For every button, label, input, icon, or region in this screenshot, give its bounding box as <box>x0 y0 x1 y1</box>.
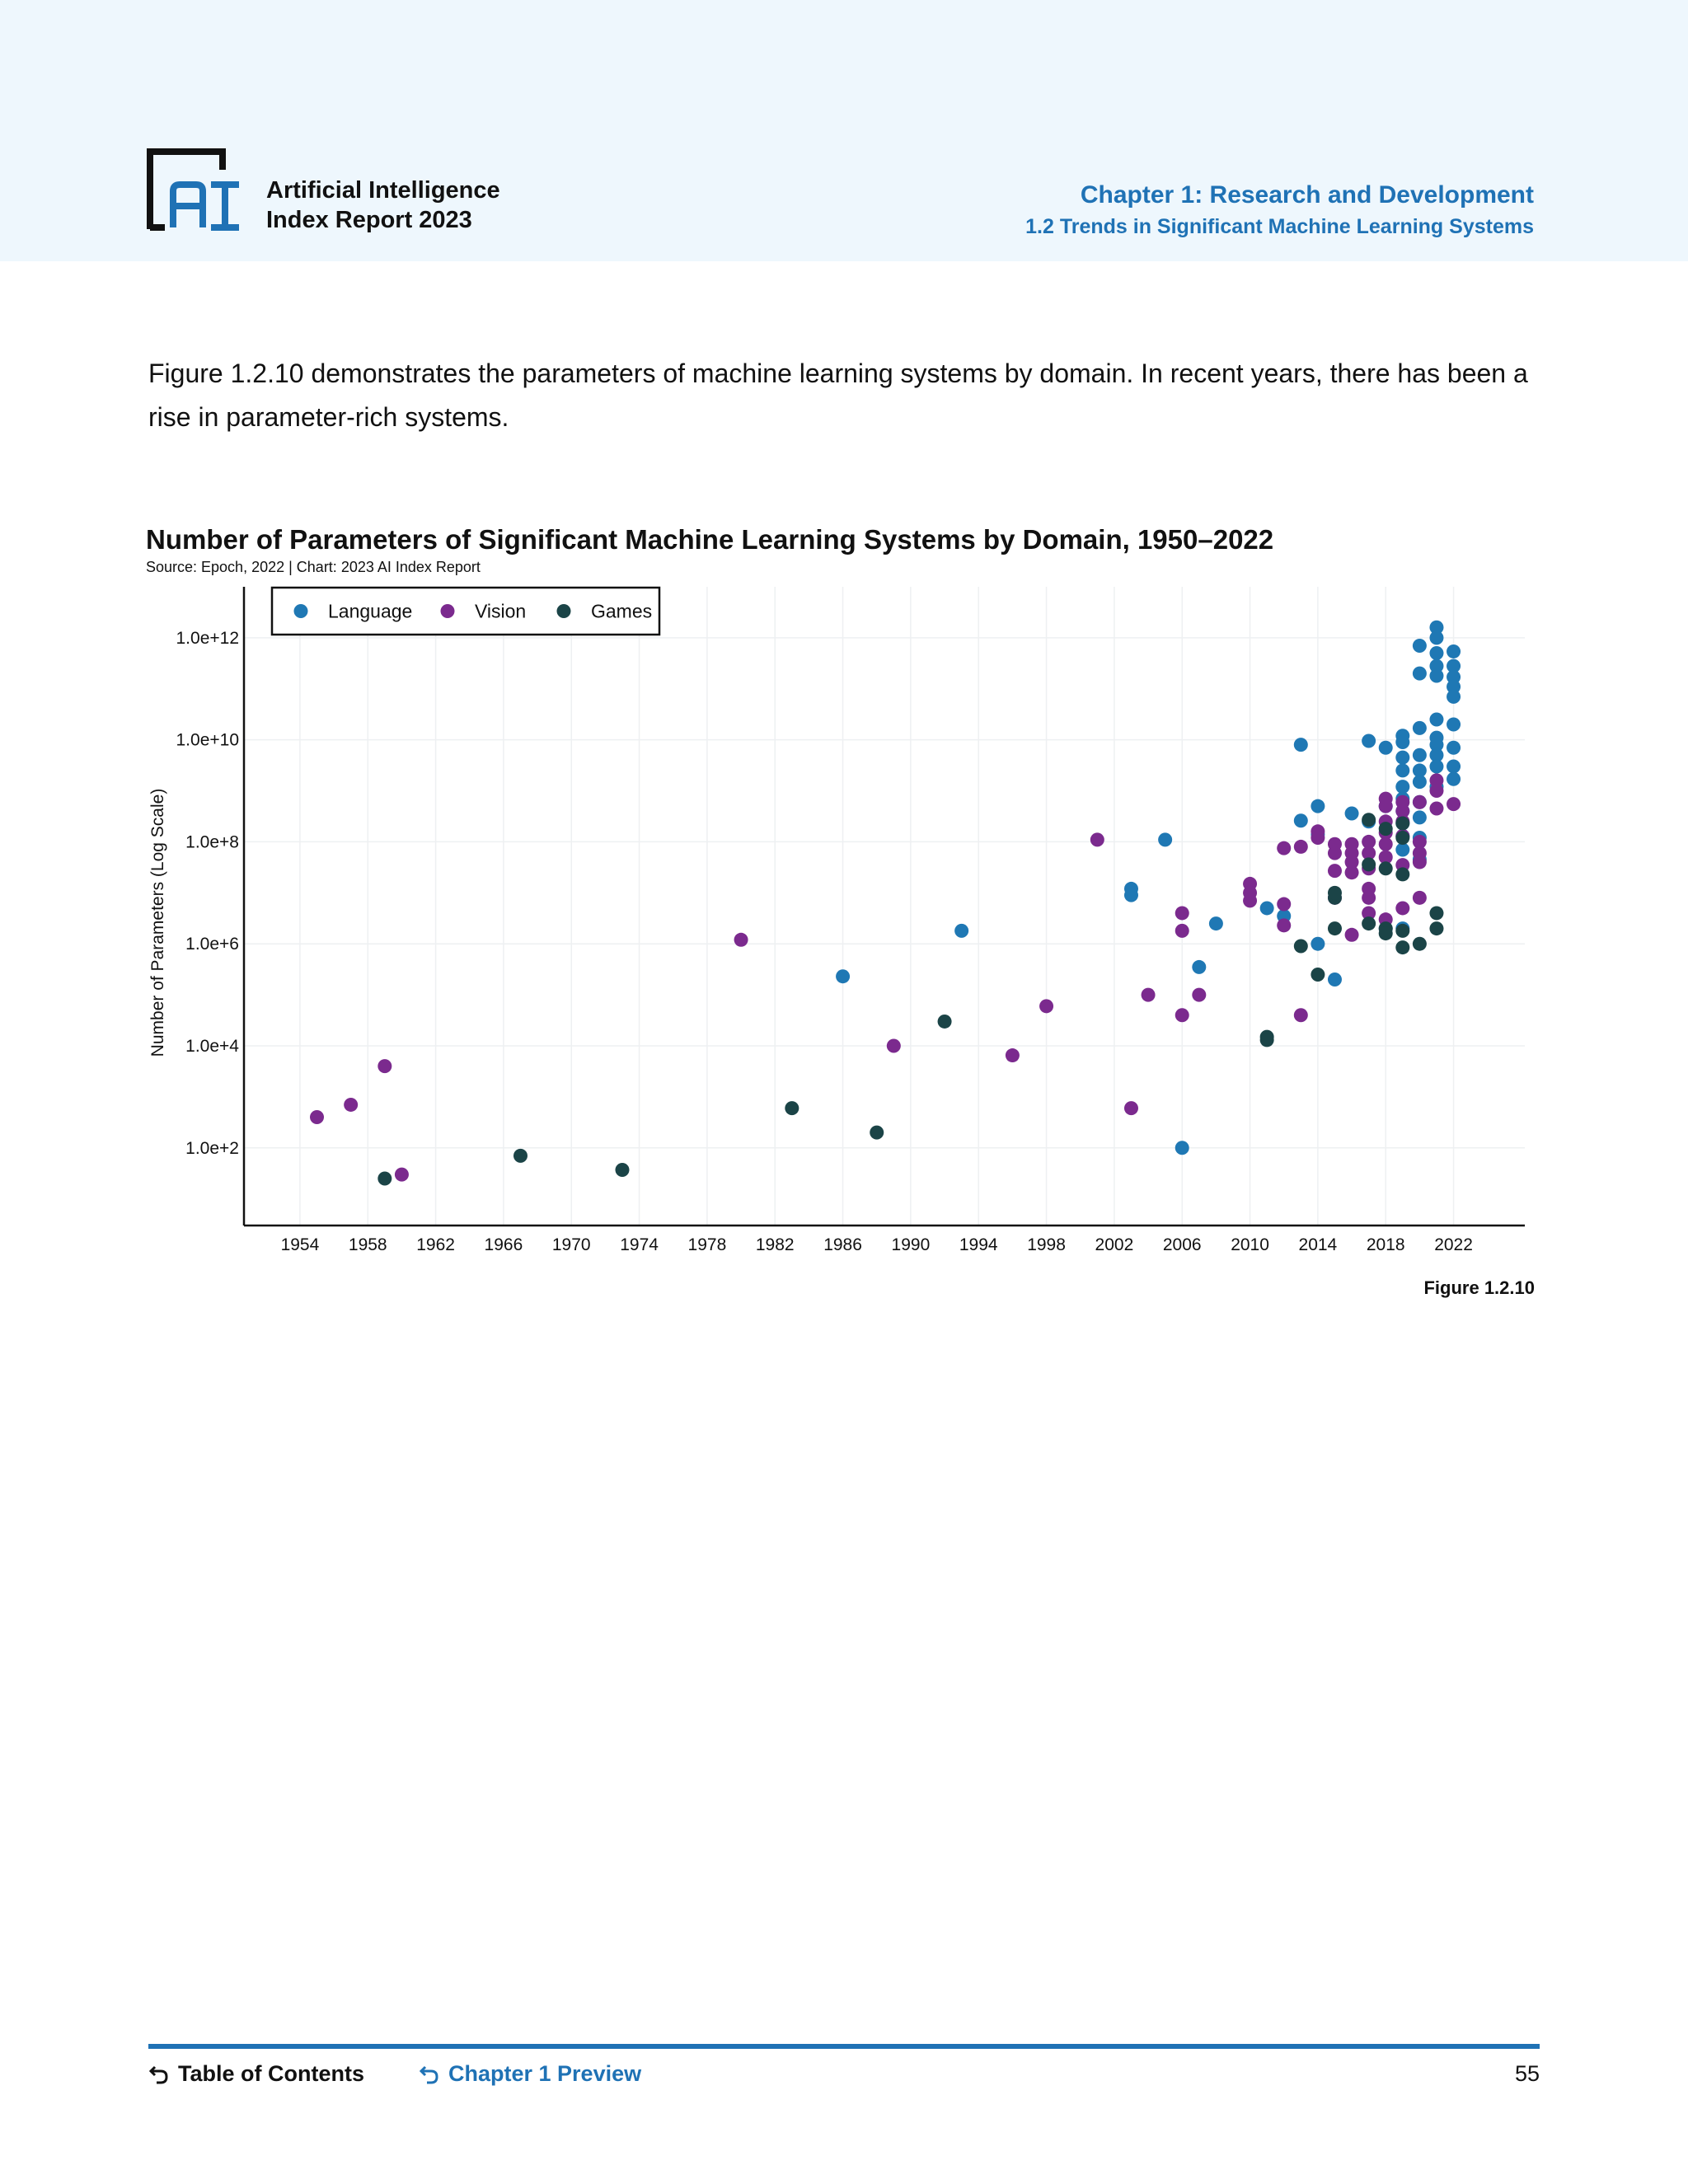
data-point-language <box>1175 1141 1189 1155</box>
data-point-language <box>1429 646 1443 660</box>
data-point-vision <box>1277 841 1291 855</box>
legend-marker-language <box>294 604 308 618</box>
data-point-games <box>1311 968 1325 982</box>
chart-title: Number of Parameters of Significant Machine Learning Systems by Domain, 1950–2022 <box>146 524 1274 555</box>
data-point-language <box>1429 668 1443 682</box>
data-point-language <box>1447 718 1461 732</box>
data-point-games <box>615 1163 629 1177</box>
page-number: 55 <box>1514 2061 1540 2086</box>
x-tick-label: 2018 <box>1366 1235 1405 1254</box>
data-point-language <box>954 924 968 938</box>
data-point-games <box>1379 926 1393 940</box>
data-point-vision <box>1328 864 1342 878</box>
data-point-games <box>1429 906 1443 920</box>
data-point-language <box>1413 748 1427 762</box>
toc-label: Table of Contents <box>178 2061 364 2086</box>
data-point-language <box>1209 916 1223 930</box>
data-point-language <box>1429 713 1443 727</box>
y-tick-label: 1.0e+4 <box>185 1036 239 1056</box>
data-point-language <box>1447 644 1461 658</box>
data-point-language <box>1260 901 1274 915</box>
data-point-vision <box>1039 999 1053 1013</box>
back-arrow-icon <box>148 2064 170 2085</box>
y-axis-label: Number of Parameters (Log Scale) <box>148 788 167 1057</box>
data-point-language <box>1362 734 1376 748</box>
y-tick-label: 1.0e+10 <box>176 730 239 750</box>
data-point-vision <box>734 933 748 947</box>
data-point-games <box>1362 813 1376 827</box>
x-tick-label: 1966 <box>484 1235 523 1254</box>
x-tick-label: 2002 <box>1095 1235 1134 1254</box>
data-point-games <box>1395 831 1409 845</box>
data-point-games <box>1379 861 1393 875</box>
data-point-vision <box>1277 918 1291 932</box>
data-point-vision <box>1124 1101 1138 1115</box>
data-point-language <box>1379 741 1393 755</box>
data-point-language <box>1395 735 1409 749</box>
chapter-preview-link[interactable] <box>419 2061 641 2087</box>
data-point-vision <box>1379 799 1393 813</box>
data-point-vision <box>1175 906 1189 920</box>
data-point-language <box>1395 843 1409 857</box>
data-point-language <box>1447 772 1461 786</box>
data-point-vision <box>1429 784 1443 798</box>
data-point-vision <box>1447 797 1461 811</box>
data-point-vision <box>1362 891 1376 905</box>
data-point-vision <box>310 1110 324 1124</box>
data-point-language <box>1413 667 1427 681</box>
legend-label-language: Language <box>328 600 413 622</box>
table-of-contents-link[interactable] <box>148 2061 364 2087</box>
x-tick-label: 2010 <box>1231 1235 1269 1254</box>
y-tick-label: 1.0e+12 <box>176 628 239 648</box>
data-point-games <box>377 1172 392 1186</box>
data-point-games <box>1395 867 1409 881</box>
data-point-language <box>1395 780 1409 794</box>
data-point-vision <box>1429 802 1443 816</box>
data-point-language <box>1447 760 1461 774</box>
data-point-games <box>1260 1033 1274 1047</box>
data-point-vision <box>1277 898 1291 912</box>
data-point-language <box>1395 751 1409 765</box>
data-point-games <box>938 1015 952 1029</box>
data-point-vision <box>1090 832 1104 846</box>
data-point-vision <box>1175 924 1189 938</box>
data-point-vision <box>1311 831 1325 845</box>
x-tick-label: 1978 <box>687 1235 727 1254</box>
data-point-vision <box>1413 795 1427 809</box>
data-point-games <box>1395 817 1409 831</box>
data-point-games <box>870 1126 884 1140</box>
x-tick-label: 1958 <box>348 1235 387 1254</box>
x-tick-label: 1986 <box>823 1235 862 1254</box>
data-point-games <box>1379 822 1393 836</box>
data-point-vision <box>1294 840 1308 854</box>
data-point-vision <box>1243 893 1257 907</box>
x-tick-label: 2006 <box>1162 1235 1202 1254</box>
data-point-language <box>1413 810 1427 824</box>
x-tick-label: 1970 <box>551 1235 591 1254</box>
data-point-vision <box>1006 1048 1020 1062</box>
data-point-vision <box>395 1168 409 1182</box>
data-point-vision <box>1328 846 1342 860</box>
data-point-games <box>1413 937 1427 951</box>
data-point-language <box>1345 807 1359 821</box>
data-point-language <box>1124 888 1138 902</box>
section-title: 1.2 Trends in Significant Machine Learning Systems <box>1025 215 1534 238</box>
y-tick-label: 1.0e+6 <box>185 935 239 954</box>
data-point-language <box>1447 690 1461 704</box>
data-point-vision <box>1294 1008 1308 1022</box>
data-point-vision <box>344 1098 358 1112</box>
preview-label: Chapter 1 Preview <box>448 2061 642 2086</box>
data-point-games <box>1294 940 1308 954</box>
body-paragraph: Figure 1.2.10 demonstrates the parameters of machine learning systems by domain. In recent years, there has been a rise in parameter-rich systems. <box>148 359 1528 432</box>
data-point-language <box>1328 972 1342 987</box>
data-point-games <box>1362 857 1376 871</box>
legend-label-vision: Vision <box>475 600 527 622</box>
x-tick-label: 1974 <box>620 1235 659 1254</box>
data-point-games <box>1328 886 1342 900</box>
chart-source: Source: Epoch, 2022 | Chart: 2023 AI Index Report <box>146 559 481 575</box>
data-point-games <box>1362 916 1376 930</box>
x-tick-label: 1962 <box>416 1235 455 1254</box>
data-point-games <box>1429 921 1443 935</box>
data-point-vision <box>1345 928 1359 942</box>
data-point-vision <box>1142 988 1156 1002</box>
x-tick-label: 1994 <box>959 1235 998 1254</box>
x-tick-label: 1998 <box>1027 1235 1066 1254</box>
data-point-language <box>1429 630 1443 644</box>
data-point-vision <box>1192 988 1206 1002</box>
data-point-language <box>1311 937 1325 951</box>
data-point-language <box>1158 832 1172 846</box>
y-tick-label: 1.0e+8 <box>185 832 239 852</box>
data-point-games <box>513 1149 528 1163</box>
data-point-language <box>1311 799 1325 813</box>
y-tick-label: 1.0e+2 <box>185 1138 239 1158</box>
data-point-vision <box>1175 1008 1189 1022</box>
data-point-language <box>1447 741 1461 755</box>
x-tick-label: 1954 <box>280 1235 320 1254</box>
data-point-games <box>785 1101 799 1115</box>
data-point-vision <box>887 1038 901 1052</box>
data-point-vision <box>377 1059 392 1073</box>
back-arrow-icon <box>419 2064 440 2085</box>
data-point-games <box>1328 921 1342 935</box>
data-point-language <box>1395 763 1409 777</box>
x-tick-label: 2022 <box>1434 1235 1473 1254</box>
data-point-language <box>1294 738 1308 752</box>
x-tick-label: 1990 <box>891 1235 931 1254</box>
legend-marker-vision <box>441 604 455 618</box>
data-point-language <box>1429 760 1443 774</box>
data-point-vision <box>1395 901 1409 915</box>
data-point-language <box>1413 639 1427 653</box>
report-title-line2: Index Report 2023 <box>266 207 472 233</box>
legend-marker-games <box>557 604 571 618</box>
chapter-title: Chapter 1: Research and Development <box>1080 181 1534 209</box>
data-point-language <box>836 969 850 983</box>
x-tick-label: 1982 <box>755 1235 795 1254</box>
x-tick-label: 2014 <box>1298 1235 1338 1254</box>
data-point-vision <box>1379 837 1393 851</box>
figure-label: Figure 1.2.10 <box>1423 1277 1535 1298</box>
data-point-games <box>1395 940 1409 954</box>
data-point-language <box>1192 960 1206 974</box>
data-point-games <box>1395 924 1409 938</box>
data-point-language <box>1294 813 1308 827</box>
data-point-vision <box>1413 891 1427 905</box>
data-point-language <box>1413 775 1427 789</box>
data-point-vision <box>1345 865 1359 879</box>
report-title-line1: Artificial Intelligence <box>266 177 500 204</box>
footer-rule <box>148 2044 1540 2049</box>
data-point-language <box>1413 721 1427 735</box>
data-point-vision <box>1413 855 1427 869</box>
legend-label-games: Games <box>591 600 653 622</box>
